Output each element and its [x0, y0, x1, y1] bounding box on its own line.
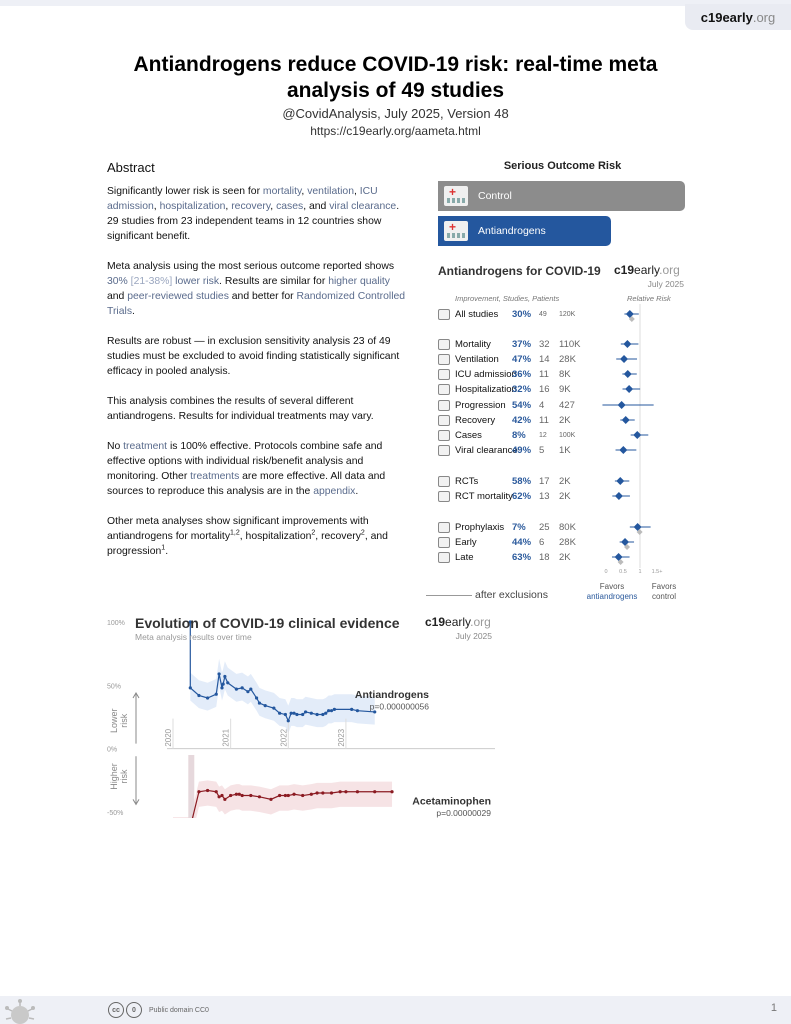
effect-diamond: [620, 355, 628, 363]
higher-quality-link[interactable]: higher quality: [328, 276, 390, 287]
outcome-name: ICU admission: [455, 368, 517, 380]
effect-diamond: [622, 416, 630, 424]
improvement-pct: 8%: [512, 429, 526, 441]
text: ,: [354, 186, 360, 197]
brand-mid: early: [445, 615, 471, 629]
higher-risk-label: Higher: [109, 763, 119, 790]
ci-range: [21-38%]: [127, 276, 173, 287]
forest-axis-tick: 1: [638, 569, 642, 575]
outcome-icon: [438, 384, 450, 395]
patient-count: 2K: [559, 490, 571, 502]
outcome-icon: [438, 476, 450, 487]
text: and better for: [228, 291, 297, 302]
rct-link[interactable]: Randomized Controlled Trials: [107, 291, 406, 317]
patient-count: 100K: [559, 431, 576, 439]
text: are more effective. All data and sources to reproduce this analysis are in the: [107, 471, 386, 497]
acetaminophen-point: [321, 791, 324, 794]
acetaminophen-point: [284, 794, 287, 797]
acetaminophen-point: [229, 794, 232, 797]
study-count: 5: [539, 444, 545, 456]
study-count: 17: [539, 475, 550, 487]
page-number: 1: [770, 1002, 777, 1014]
acetaminophen-point: [215, 790, 218, 793]
ref-sup[interactable]: 2: [311, 529, 316, 537]
evolution-chart: [105, 618, 500, 818]
top-band: [0, 0, 791, 6]
acetaminophen-pvalue: p=0.00000029: [436, 807, 491, 818]
study-count: 16: [539, 383, 550, 395]
forest-row[interactable]: [438, 428, 589, 442]
text: No: [107, 441, 124, 452]
abstract-paragraph-6: [107, 514, 407, 559]
forest-row[interactable]: [438, 443, 589, 457]
outcome-icon: [438, 354, 450, 365]
outcome-icon: [438, 309, 450, 320]
effect-diamond: [616, 477, 624, 485]
antiandrogens-point: [255, 696, 258, 699]
acetaminophen-ci-band: [173, 780, 392, 818]
outcome-name: RCTs: [455, 475, 479, 487]
recovery-link[interactable]: recovery: [231, 201, 271, 212]
antiandrogens-point: [287, 719, 290, 722]
antiandrogens-point: [226, 681, 229, 684]
abstract-heading: Abstract: [107, 160, 155, 175]
effect-diamond: [625, 385, 633, 393]
text: .: [355, 486, 359, 497]
forest-row[interactable]: [438, 535, 589, 549]
improvement-pct: 32%: [512, 383, 532, 395]
hospital-icon: [444, 221, 468, 241]
antiandrogens-point: [333, 708, 336, 711]
effect-diamond: [624, 370, 632, 378]
abstract-paragraph-5: [107, 439, 407, 499]
forest-row[interactable]: [438, 550, 589, 564]
page-title: Antiandrogens reduce COVID-19 risk: real-time meta analysis of 49 studies: [133, 53, 658, 102]
acetaminophen-point: [310, 793, 313, 796]
brand-org: .org: [659, 263, 680, 277]
study-count: 11: [539, 414, 549, 426]
antiandrogens-pvalue: p=0.000000056: [369, 701, 429, 712]
peer-reviewed-link[interactable]: peer-reviewed studies: [127, 291, 229, 302]
x-tick-label: 2023: [336, 728, 346, 747]
antiandrogens-point: [356, 709, 359, 712]
abstract-paragraph-4: This analysis combines the results of several different antiandrogens. Results for individual treatments may vary.: [107, 396, 374, 422]
favors-text: Favors: [651, 582, 677, 591]
text: and: [107, 291, 128, 302]
text: . 29 studies from 23 independent teams in 12 countries show significant benefit.: [107, 201, 400, 242]
forest-date: July 2025: [647, 279, 684, 289]
acetaminophen-point: [344, 790, 347, 793]
antiandrogens-point: [327, 709, 330, 712]
forest-row[interactable]: [438, 413, 589, 427]
acetaminophen-point: [269, 798, 272, 801]
antiandrogens-point: [258, 701, 261, 704]
text: . Results are similar for: [219, 276, 329, 287]
acetaminophen-point: [258, 795, 261, 798]
acetaminophen-point: [287, 794, 290, 797]
zero-icon: 0: [126, 1002, 142, 1018]
study-count: 32: [539, 338, 550, 350]
antiandrogens-point: [249, 688, 252, 691]
improvement-pct: 37%: [512, 338, 532, 350]
patient-count: 427: [559, 399, 575, 411]
control-risk-bar: [438, 181, 685, 211]
abstract-paragraph-2: [107, 259, 407, 319]
outcome-name: Hospitalization: [455, 383, 517, 395]
abstract-paragraph-1: [107, 184, 407, 244]
outcome-name: Cases: [455, 429, 482, 441]
improvement-pct: 63%: [512, 551, 532, 563]
patient-count: 2K: [559, 475, 571, 487]
outcome-icon: [438, 552, 450, 563]
patient-count: 120K: [559, 310, 576, 318]
treatments-link[interactable]: treatments: [190, 471, 240, 482]
ref-sup[interactable]: 1: [161, 544, 166, 552]
mortality-link[interactable]: mortality: [262, 186, 302, 197]
patient-count: 28K: [559, 353, 576, 365]
forest-brand: [614, 263, 680, 277]
antiandrogens-point: [218, 672, 221, 675]
x-tick-label: 2021: [221, 728, 231, 747]
text: Meta analysis using the most serious outcome reported shows: [107, 261, 395, 272]
outcome-name: Viral clearance: [455, 444, 518, 456]
brand-org: .org: [470, 615, 491, 629]
acetaminophen-point: [330, 791, 333, 794]
antiandrogens-point: [220, 686, 223, 689]
effect-diamond: [618, 401, 626, 409]
text: Other meta analyses show significant improvements with antiandrogens for mortality: [107, 516, 369, 542]
improvement-pct: 30%: [512, 308, 532, 320]
antiandrogens-point: [246, 690, 249, 693]
text: ,: [225, 201, 232, 212]
acetaminophen-point: [278, 794, 281, 797]
lower-risk-pct[interactable]: 30%: [107, 276, 128, 287]
brand-mid: early: [722, 9, 753, 25]
outcome-icon: [438, 415, 450, 426]
forest-header-right: Relative Risk: [627, 294, 671, 303]
antiandrogens-point: [321, 713, 324, 716]
text: , and progression: [107, 531, 388, 557]
forest-plot-chart: [590, 300, 690, 580]
study-count: 6: [539, 536, 545, 548]
outcome-icon: [438, 522, 450, 533]
acetaminophen-point: [220, 794, 223, 797]
forest-header-left: Improvement, Studies, Patients: [455, 294, 560, 303]
antiandrogens-point: [350, 708, 353, 711]
acetaminophen-point: [356, 790, 359, 793]
text: .: [165, 546, 169, 557]
outcome-name: Progression: [455, 399, 506, 411]
forest-row[interactable]: [438, 307, 589, 321]
patient-count: 110K: [559, 338, 581, 350]
forest-row[interactable]: [438, 489, 589, 503]
appendix-link[interactable]: appendix: [313, 486, 356, 497]
antiandrogens-series-label: Antiandrogens: [354, 689, 429, 701]
ref-sup[interactable]: 1,2: [230, 529, 240, 537]
patient-count: 80K: [559, 521, 576, 533]
text: .: [132, 306, 135, 317]
evolution-date: July 2025: [455, 631, 492, 641]
ventilation-link[interactable]: ventilation: [307, 186, 354, 197]
antiandrogens-point: [295, 713, 298, 716]
favors-treatment-text: antiandrogens: [586, 592, 638, 601]
acetaminophen-point: [301, 794, 304, 797]
acetaminophen-series-label: Acetaminophen: [412, 795, 491, 808]
antiandrogens-point: [301, 713, 304, 716]
evolution-chart-subtitle: Meta analysis results over time: [135, 632, 252, 642]
antiandrogens-point: [189, 686, 192, 689]
text: , and: [303, 201, 330, 212]
improvement-pct: 42%: [512, 414, 532, 426]
lower-risk-link[interactable]: lower risk: [172, 276, 220, 287]
acetaminophen-point: [249, 794, 252, 797]
forest-row[interactable]: [438, 337, 589, 351]
antiandrogens-point: [235, 688, 238, 691]
outcome-name: Ventilation: [455, 353, 499, 365]
y-tick-label: -50%: [107, 810, 124, 817]
improvement-pct: 44%: [512, 536, 532, 548]
treatment-link[interactable]: treatment: [123, 441, 168, 452]
antiandrogens-point: [222, 682, 225, 685]
antiandrogens-point: [315, 713, 318, 716]
control-label: Control: [478, 190, 512, 202]
evolution-chart-title: Evolution of COVID-19 clinical evidence: [135, 615, 400, 631]
x-tick-label: 2022: [279, 728, 289, 747]
improvement-pct: 7%: [512, 521, 526, 533]
study-count: 14: [539, 353, 550, 365]
improvement-pct: 49%: [512, 444, 532, 456]
outcome-icon: [438, 491, 450, 502]
study-count: 18: [539, 551, 550, 563]
favors-text: Favors: [599, 582, 625, 591]
brand-bold: c19: [425, 615, 446, 629]
antiandrogens-point: [284, 713, 287, 716]
hospital-icon: [444, 186, 468, 206]
abstract-paragraph-3: Results are robust — in exclusion sensitivity analysis 23 of 49 studies must be excluded to avoid finding statistically significant efficacy in pooled analysis.: [107, 336, 400, 377]
early-shade: [188, 755, 194, 818]
treatment-risk-bar: [438, 216, 611, 246]
outcome-icon: [438, 537, 450, 548]
abstract-section: [107, 160, 407, 574]
virus-icon: [0, 993, 42, 1024]
page-subtitle: [0, 106, 791, 121]
text: ,: [270, 201, 277, 212]
study-count: 11: [539, 368, 549, 380]
outcome-name: Recovery: [455, 414, 496, 426]
acetaminophen-point: [292, 793, 295, 796]
acetaminophen-point: [241, 794, 244, 797]
outcome-icon: [438, 445, 450, 456]
antiandrogens-point: [278, 712, 281, 715]
patient-count: 28K: [559, 536, 576, 548]
brand-badge[interactable]: [685, 4, 791, 30]
patient-count: 8K: [559, 368, 571, 380]
favors-control-label: [645, 582, 683, 602]
effect-diamond: [623, 340, 631, 348]
antiandrogens-point: [292, 712, 295, 715]
hospitalization-link[interactable]: hospitalization: [159, 201, 226, 212]
forest-row[interactable]: [438, 398, 589, 412]
improvement-pct: 62%: [512, 490, 532, 502]
study-count: 13: [539, 490, 550, 502]
viral-clearance-link[interactable]: viral clearance: [329, 201, 397, 212]
effect-diamond: [615, 492, 623, 500]
study-count: 49: [539, 310, 547, 318]
y-tick-label: 0%: [107, 746, 118, 754]
outcome-name: All studies: [455, 308, 499, 320]
antiandrogens-point: [290, 712, 293, 715]
antiandrogens-point: [310, 712, 313, 715]
acetaminophen-point: [235, 793, 238, 796]
brand-org: .org: [752, 9, 776, 25]
outcome-name: RCT mortality: [455, 490, 513, 502]
acetaminophen-point: [218, 795, 221, 798]
x-tick-label: 2020: [164, 728, 173, 747]
outcome-icon: [438, 339, 450, 350]
icu-link[interactable]: ICU admission: [107, 186, 378, 212]
forest-row[interactable]: [438, 520, 589, 534]
outcome-name: Late: [455, 551, 474, 563]
serious-outcome-risk-title: Serious Outcome Risk: [503, 160, 622, 172]
text: is 100% effective. Protocols combine safe and effective options with individual risk/benefit analysis and monitoring. Other: [107, 441, 383, 482]
antiandrogens-point: [215, 693, 218, 696]
acetaminophen-point: [197, 790, 200, 793]
brand-bold: c19: [700, 9, 723, 25]
forest-axis-tick: 0.5: [619, 569, 627, 575]
license-badge[interactable]: [108, 1002, 209, 1018]
patient-count: 2K: [559, 414, 571, 426]
treatment-label: Antiandrogens: [478, 225, 546, 237]
outcome-name: Early: [455, 536, 477, 548]
improvement-pct: 54%: [512, 399, 532, 411]
patient-count: 9K: [559, 383, 571, 395]
outcome-icon: [438, 400, 450, 411]
acetaminophen-point: [390, 790, 393, 793]
text: ,: [301, 186, 308, 197]
text: , hospitalization: [239, 531, 312, 542]
text: Significantly lower risk is seen for: [107, 186, 263, 197]
effect-diamond: [615, 553, 623, 561]
brand-mid: early: [634, 263, 660, 277]
patient-count: 1K: [559, 444, 571, 456]
study-count: 25: [539, 521, 550, 533]
antiandrogens-point: [324, 712, 327, 715]
study-count: 4: [539, 399, 545, 411]
ref-sup[interactable]: 2: [360, 529, 365, 537]
antiandrogens-point: [241, 686, 244, 689]
text: ,: [153, 201, 160, 212]
outcome-name: Prophylaxis: [455, 521, 505, 533]
forest-plot-title: Antiandrogens for COVID-19: [438, 264, 601, 278]
y-tick-label: 50%: [107, 683, 122, 691]
antiandrogens-point: [304, 710, 307, 713]
higher-risk-label: risk: [119, 769, 129, 784]
outcome-icon: [438, 369, 450, 380]
forest-row[interactable]: [438, 367, 589, 381]
acetaminophen-point: [206, 789, 209, 792]
lower-risk-label: risk: [119, 713, 129, 728]
forest-row[interactable]: [438, 382, 589, 396]
after-exclusions-legend: after exclusions: [426, 589, 548, 601]
forest-axis-tick: 0: [604, 569, 608, 575]
antiandrogens-point: [206, 696, 209, 699]
antiandrogens-point: [272, 707, 275, 710]
cc-icon: cc: [108, 1002, 124, 1018]
outcome-icon: [438, 430, 450, 441]
acetaminophen-point: [238, 793, 241, 796]
antiandrogens-point: [223, 675, 226, 678]
acetaminophen-point: [373, 790, 376, 793]
favors-control-text: control: [651, 592, 676, 601]
antiandrogens-point: [197, 694, 200, 697]
cases-link[interactable]: cases: [276, 201, 304, 212]
patient-count: 2K: [559, 551, 571, 563]
forest-row[interactable]: [438, 352, 589, 366]
lower-risk-label: Lower: [109, 708, 119, 734]
antiandrogens-point: [264, 704, 267, 707]
antiandrogens-point: [330, 709, 333, 712]
page-url-link[interactable]: https://c19early.org/aameta.html: [310, 124, 481, 138]
author-handle-link[interactable]: @CovidAnalysis: [282, 106, 378, 121]
acetaminophen-point: [339, 790, 342, 793]
effect-diamond: [619, 446, 627, 454]
license-text: Public domain CC0: [149, 1006, 209, 1014]
study-count: 12: [539, 431, 547, 439]
improvement-pct: 47%: [512, 353, 532, 365]
subtitle-rest: , July 2025, Version 48: [377, 106, 509, 121]
forest-axis-tick: 1.5+: [651, 569, 663, 575]
y-tick-label: 100%: [107, 620, 125, 627]
forest-row[interactable]: [438, 474, 589, 488]
evolution-brand: [425, 615, 491, 629]
acetaminophen-point: [315, 791, 318, 794]
outcome-name: Mortality: [455, 338, 491, 350]
brand-bold: c19: [614, 263, 635, 277]
favors-treatment-label: [582, 582, 642, 602]
improvement-pct: 58%: [512, 475, 532, 487]
improvement-pct: 36%: [512, 368, 532, 380]
text: , recovery: [315, 531, 361, 542]
acetaminophen-point: [223, 798, 226, 801]
